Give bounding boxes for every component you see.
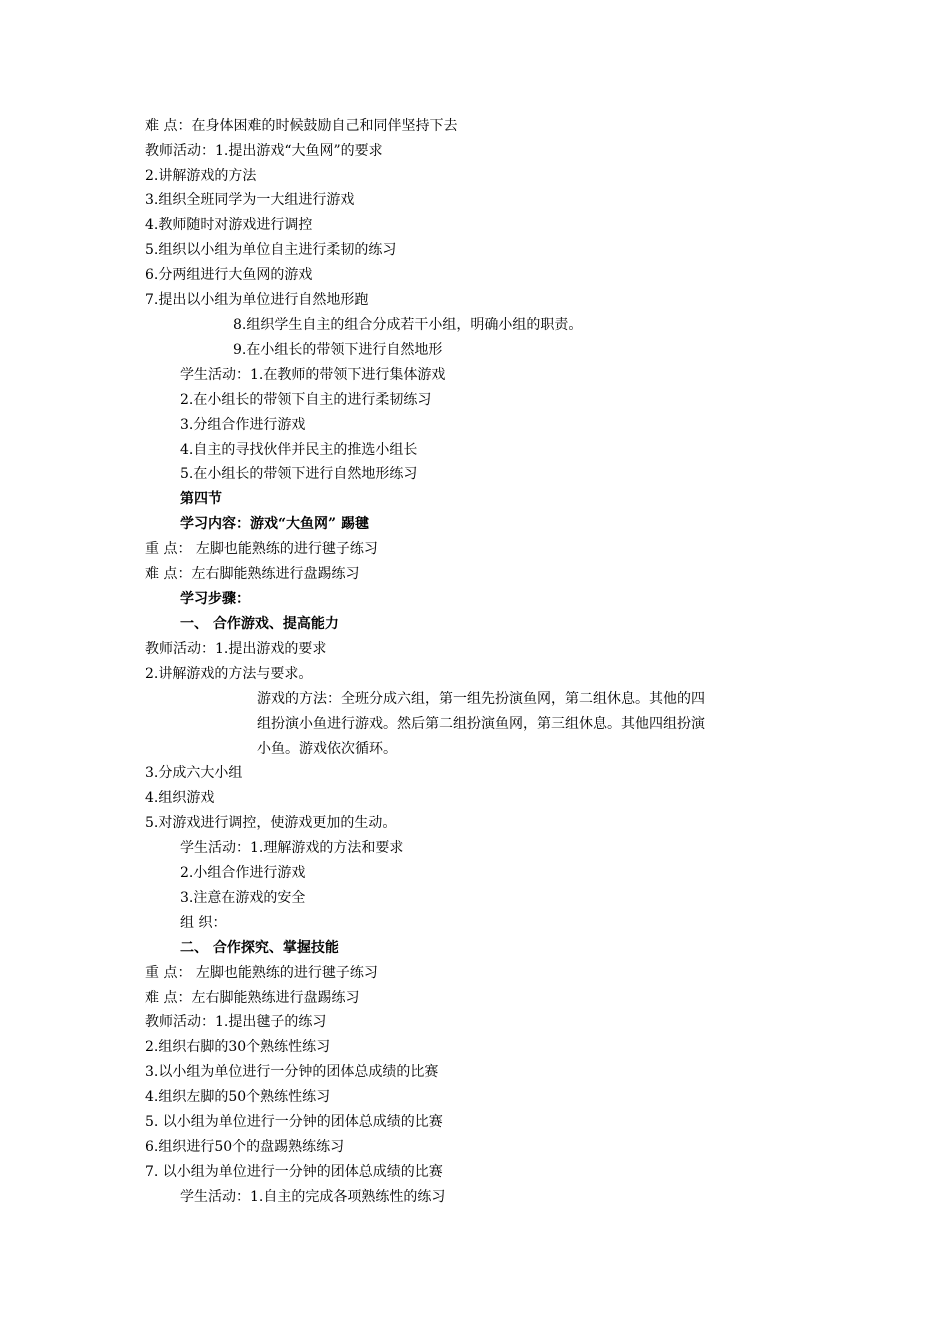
text-line: 2.在小组长的带领下自主的进行柔韧练习 bbox=[180, 392, 432, 408]
text-line: 5. 以小组为单位进行一分钟的团体总成绩的比赛 bbox=[145, 1114, 443, 1130]
text-line: 3.注意在游戏的安全 bbox=[180, 890, 306, 906]
text-line: 2.小组合作进行游戏 bbox=[180, 865, 306, 881]
text-line: 5.组织以小组为单位自主进行柔韧的练习 bbox=[145, 242, 397, 258]
text-line: 组扮演小鱼进行游戏。然后第二组扮演鱼网，第三组休息。其他四组扮演 bbox=[257, 716, 705, 732]
text-line: 小鱼。游戏依次循环。 bbox=[257, 741, 397, 757]
text-line: 6.分两组进行大鱼网的游戏 bbox=[145, 267, 313, 283]
section-heading: 第四节 bbox=[180, 491, 222, 507]
text-line: 9.在小组长的带领下进行自然地形 bbox=[233, 342, 443, 358]
text-line: 2.讲解游戏的方法与要求。 bbox=[145, 666, 313, 682]
text-line: 游戏的方法：全班分成六组，第一组先扮演鱼网，第二组休息。其他的四 bbox=[257, 691, 705, 707]
text-line: 7.提出以小组为单位进行自然地形跑 bbox=[145, 292, 369, 308]
text-line: 3.以小组为单位进行一分钟的团体总成绩的比赛 bbox=[145, 1064, 439, 1080]
text-line: 5.对游戏进行调控，使游戏更加的生动。 bbox=[145, 815, 397, 831]
text-line: 2.组织右脚的30个熟练性练习 bbox=[145, 1039, 331, 1055]
text-line: 3.分成六大小组 bbox=[145, 765, 243, 781]
text-line: 学生活动：1.在教师的带领下进行集体游戏 bbox=[180, 367, 446, 383]
text-line: 重 点： 左脚也能熟练的进行毽子练习 bbox=[145, 541, 378, 557]
subsection-heading: 二、 合作探究、掌握技能 bbox=[180, 940, 339, 956]
subsection-heading: 一、 合作游戏、提高能力 bbox=[180, 616, 339, 632]
steps-heading: 学习步骤： bbox=[180, 591, 250, 607]
text-line: 教师活动：1.提出游戏的要求 bbox=[145, 641, 327, 657]
text-line: 3.分组合作进行游戏 bbox=[180, 417, 306, 433]
text-line: 2.讲解游戏的方法 bbox=[145, 168, 257, 184]
text-line: 学生活动：1.理解游戏的方法和要求 bbox=[180, 840, 404, 856]
text-line: 难 点：左右脚能熟练进行盘踢练习 bbox=[145, 566, 360, 582]
text-line: 3.组织全班同学为一大组进行游戏 bbox=[145, 192, 355, 208]
text-line: 教师活动：1.提出毽子的练习 bbox=[145, 1014, 327, 1030]
text-line: 4.教师随时对游戏进行调控 bbox=[145, 217, 313, 233]
text-line: 6.组织进行50个的盘踢熟练练习 bbox=[145, 1139, 345, 1155]
text-line: 4.组织游戏 bbox=[145, 790, 215, 806]
text-line: 重 点： 左脚也能熟练的进行毽子练习 bbox=[145, 965, 378, 981]
text-line: 7. 以小组为单位进行一分钟的团体总成绩的比赛 bbox=[145, 1164, 443, 1180]
text-line: 4.自主的寻找伙伴并民主的推选小组长 bbox=[180, 442, 418, 458]
text-line: 4.组织左脚的50个熟练性练习 bbox=[145, 1089, 331, 1105]
text-line: 难 点：左右脚能熟练进行盘踢练习 bbox=[145, 990, 360, 1006]
learning-content-heading: 学习内容：游戏“大鱼网” 踢毽 bbox=[180, 516, 369, 532]
text-line: 教师活动：1.提出游戏“大鱼网”的要求 bbox=[145, 143, 383, 159]
text-line: 8.组织学生自主的组合分成若干小组，明确小组的职责。 bbox=[233, 317, 583, 333]
text-line: 学生活动：1.自主的完成各项熟练性的练习 bbox=[180, 1189, 446, 1205]
text-line: 5.在小组长的带领下进行自然地形练习 bbox=[180, 466, 418, 482]
text-line: 组 织： bbox=[180, 915, 227, 931]
text-line: 难 点：在身体困难的时候鼓励自己和同伴坚持下去 bbox=[145, 118, 458, 134]
